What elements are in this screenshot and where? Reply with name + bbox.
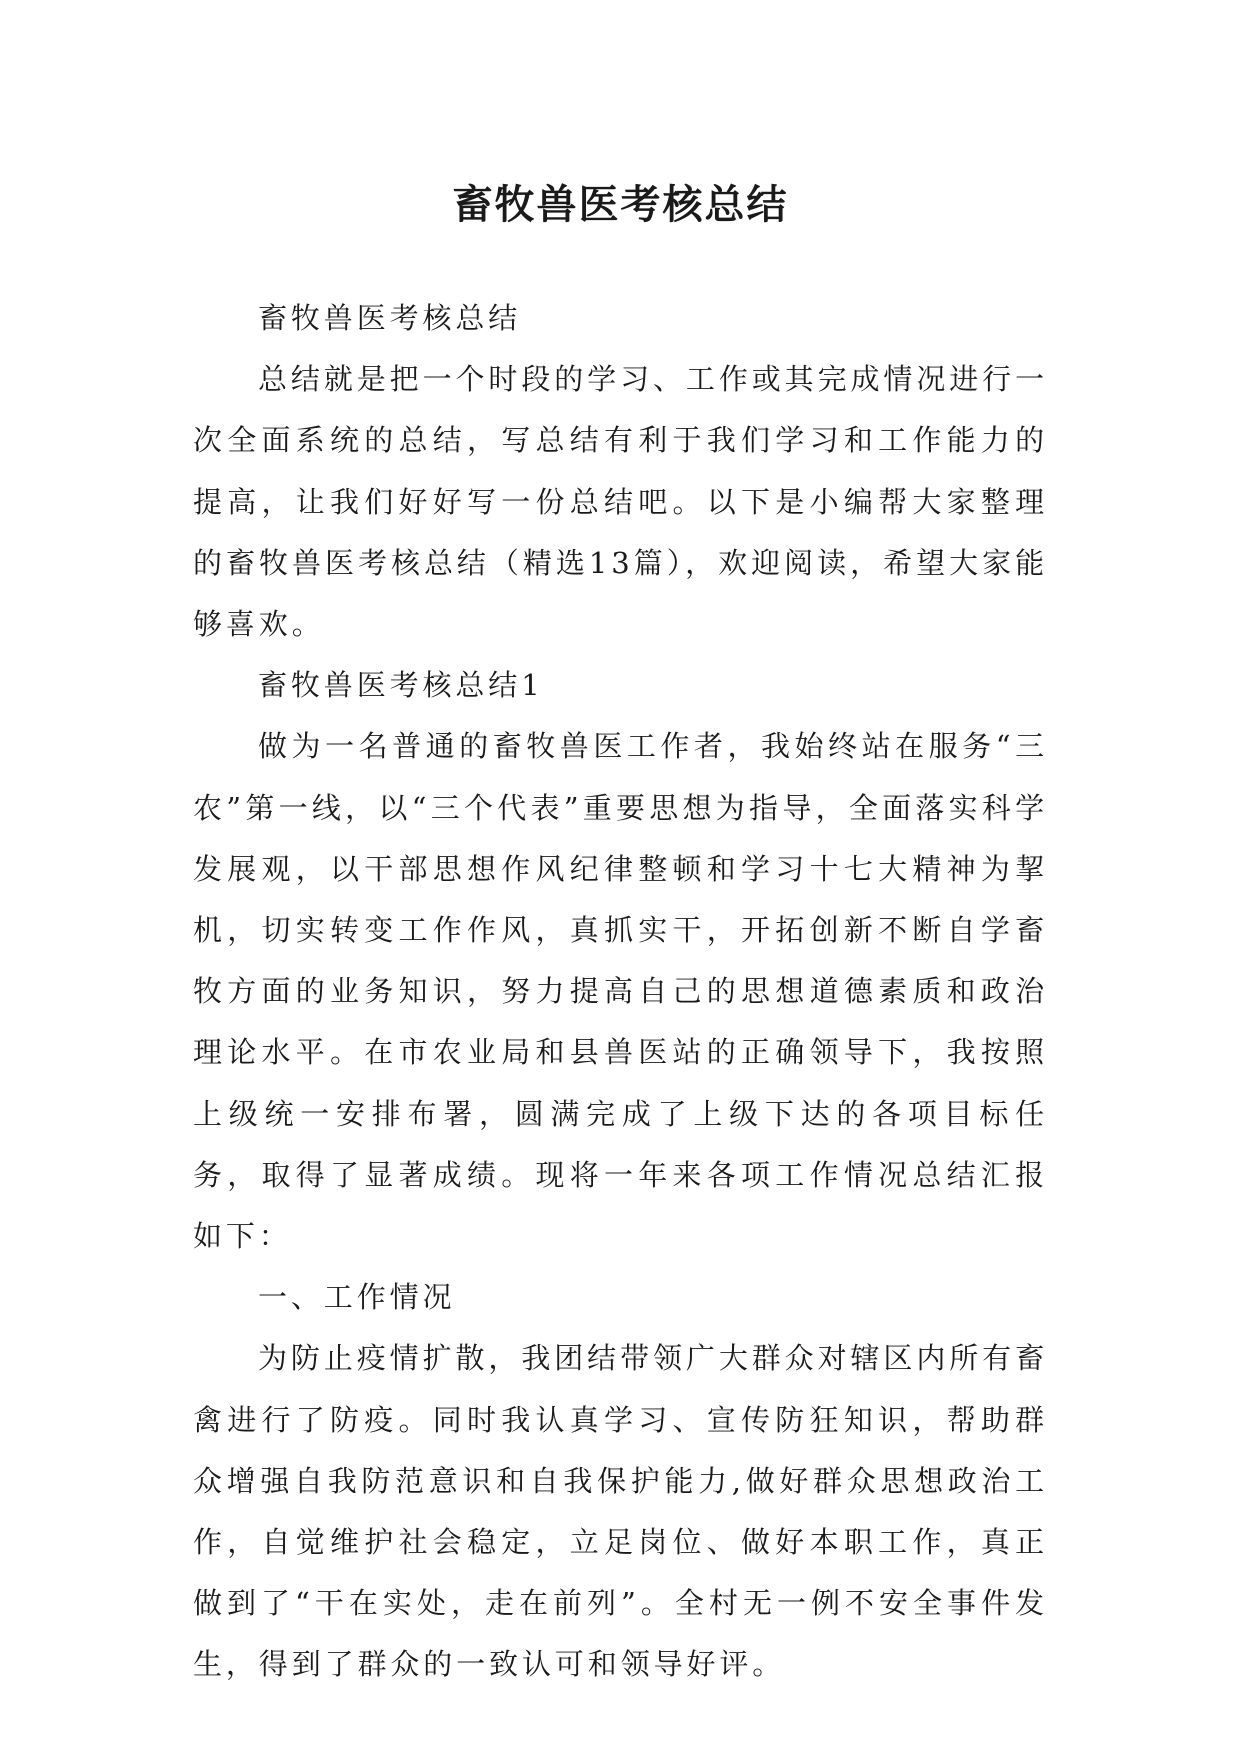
intro-paragraph: 总结就是把一个时段的学习、工作或其完成情况进行一次全面系统的总结，写总结有利于我们学习和工作能力的提高，让我们好好写一份总结吧。以下是小编帮大家整理的畜牧兽医考核总结（精选13篇），欢迎阅读，希望大家能够喜欢。 [193,362,1048,642]
subtitle-paragraph: 畜牧兽医考核总结 [258,301,522,335]
document-body [193,288,1048,1696]
section-heading-work: 一、工作情况 [258,1280,456,1315]
body-paragraph-1: 做为一名普通的畜牧兽医工作者，我始终站在服务“三农”第一线，以“三个代表”重要思想为指导，全面落实科学发展观，以干部思想作风纪律整顿和学习十七大精神为挈机，切实转变工作作风，真抓实干，开拓创新不断自学畜牧方面的业务知识，努力提高自己的思想道德素质和政治理论水平。在市农业局和县兽医站的正确领导下，我按照上级统一安排布署，圆满完成了上级下达的各项目标任务，取得了显著成绩。现将一年来各项工作情况总结汇报如下： [193,729,1048,1254]
body-paragraph-2: 为防止疫情扩散，我团结带领广大群众对辖区内所有畜禽进行了防疫。同时我认真学习、宣传防狂知识，帮助群众增强自我防范意识和自我保护能力,做好群众思想政治工作，自觉维护社会稳定，立足岗位、做好本职工作，真正做到了“干在实处，走在前列”。全村无一例不安全事件发生，得到了群众的一致认可和领导好评。 [193,1341,1048,1682]
section-heading-1: 畜牧兽医考核总结1 [258,668,544,703]
document-title: 畜牧兽医考核总结 [452,180,789,228]
